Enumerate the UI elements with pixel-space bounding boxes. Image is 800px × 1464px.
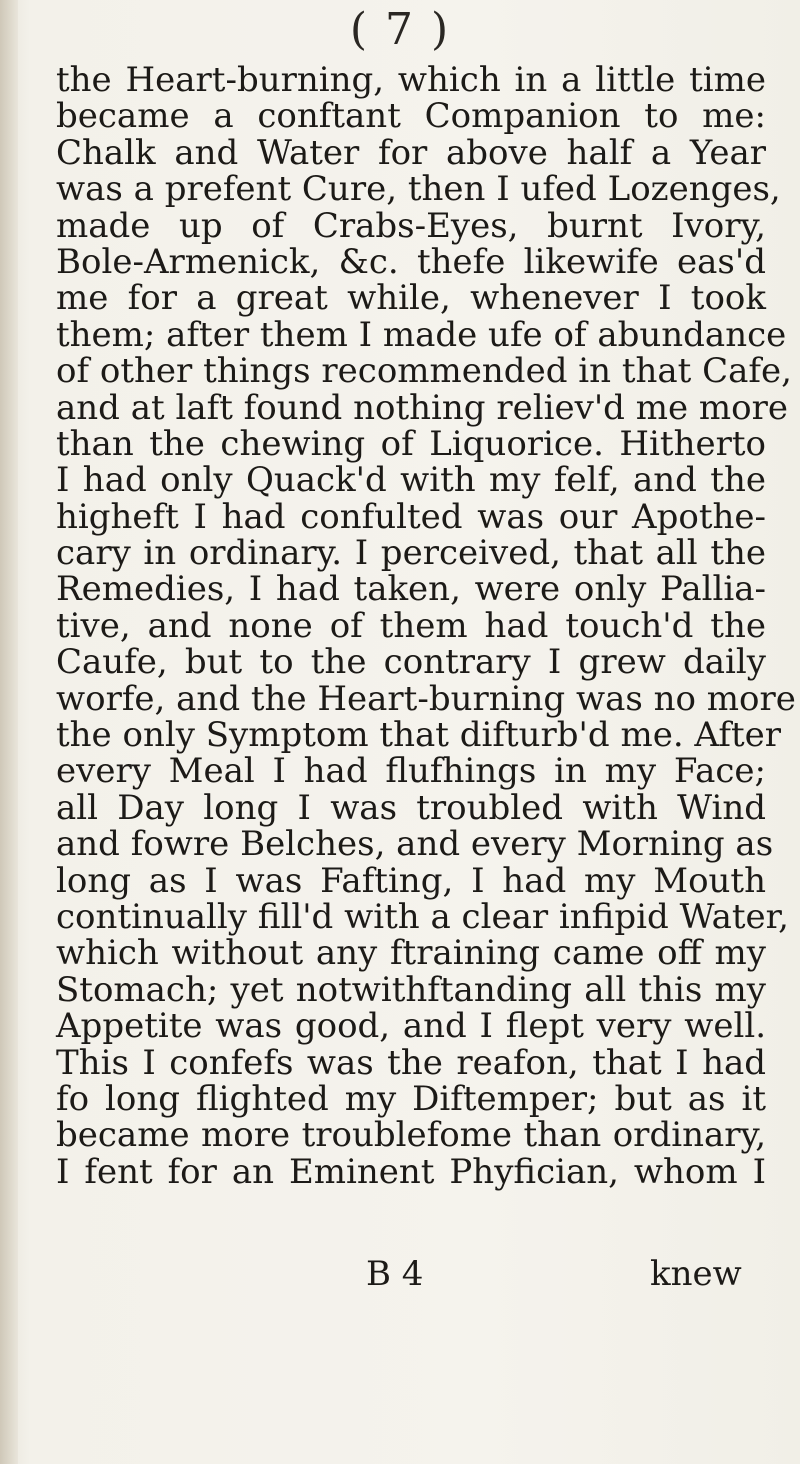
body-text (56, 60, 796, 1192)
text-line: them; after them I made ufe of abundance (56, 314, 787, 355)
text-line: and at laft found nothing reliev'd me more (56, 387, 788, 428)
text-line: Chalk and Water for above half a Year (56, 132, 766, 173)
text-line: I had only Quack'd with my felf, and the (56, 460, 766, 501)
text-line: Caufe, but to the contrary I grew daily (56, 642, 766, 683)
page-number: ( 7 ) (349, 4, 451, 55)
text-line: and fowre Belches, and every Morning as (56, 824, 774, 865)
page-gutter (0, 0, 18, 1464)
text-line: Remedies, I had taken, were only Pallia- (56, 569, 766, 610)
text-line: Appetite was good, and I flept very well. (56, 1006, 766, 1047)
text-line: worfe, and the Heart-burning was no more (56, 678, 796, 719)
text-line: higheft I had confulted was our Apothe- (56, 496, 766, 537)
text-line: me for a great while, whenever I took (56, 278, 766, 319)
catchword: knew (650, 1254, 742, 1294)
text-line: This I confefs was the reafon, that I had (56, 1042, 766, 1083)
signature-line (0, 1254, 800, 1294)
text-line: which without any ftraining came off my (56, 933, 766, 974)
text-line: became more troublefome than ordinary, (56, 1115, 766, 1156)
text-line: was a prefent Cure, then I ufed Lozenges, (56, 169, 781, 210)
text-line: than the chewing of Liquorice. Hitherto (56, 423, 766, 464)
text-line: the only Symptom that difturb'd me. After (56, 715, 782, 756)
text-line: fo long flighted my Diftemper; but as it (56, 1078, 766, 1119)
text-line: tive, and none of them had touch'd the (56, 605, 766, 646)
text-line: continually fill'd with a clear infipid Water, (56, 896, 789, 937)
text-line: Bole-Armenick, &c. thefe likewife eas'd (56, 241, 766, 282)
text-line: cary in ordinary. I perceived, that all the (56, 533, 766, 574)
text-line: all Day long I was troubled with Wind (56, 787, 766, 828)
text-line: Stomach; yet notwithftanding all this my (56, 969, 766, 1010)
text-line: of other things recommended in that Cafe, (56, 351, 792, 392)
text-line: became a conftant Companion to me: (56, 96, 766, 137)
text-line: I fent for an Eminent Phyfician, whom I (56, 1151, 766, 1192)
signature-mark: B 4 (366, 1254, 424, 1294)
text-line: every Meal I had flufhings in my Face; (56, 751, 766, 792)
text-line: the Heart-burning, which in a little time (56, 60, 766, 100)
text-line: made up of Crabs-Eyes, burnt Ivory, (56, 205, 766, 246)
text-line: long as I was Fafting, I had my Mouth (56, 860, 766, 901)
